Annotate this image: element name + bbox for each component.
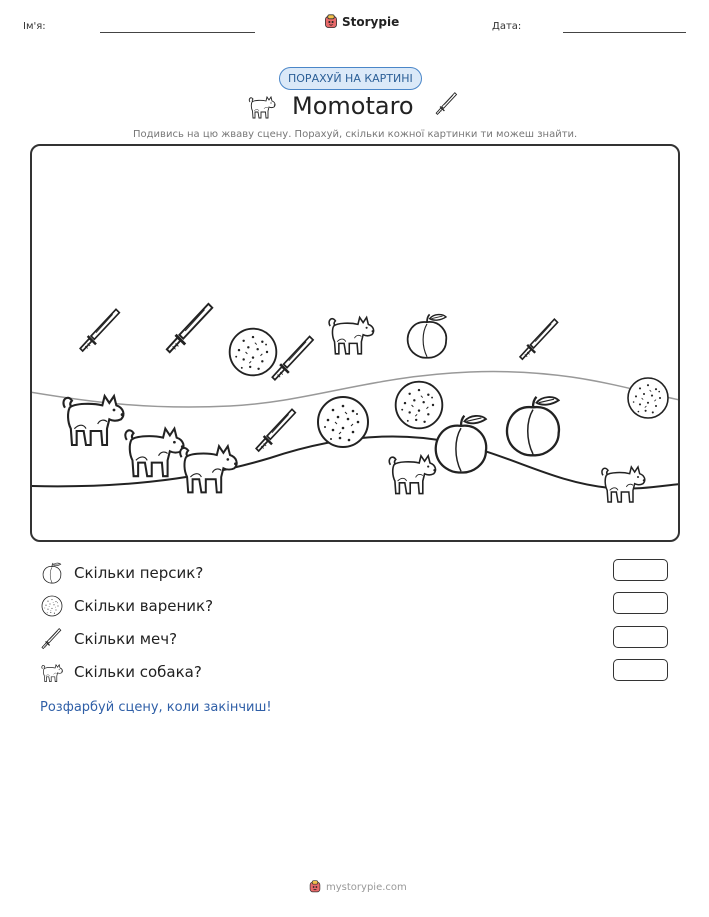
dog-icon [602,467,645,502]
answer-box-dog[interactable] [613,659,668,681]
dog-icon [180,446,237,492]
question-row-sword [40,627,177,651]
question-text: Скільки собака? [74,663,202,681]
question-text: Скільки персик? [74,564,204,582]
sword-icon [272,336,313,379]
date-field[interactable] [563,32,686,33]
answer-box-sword[interactable] [613,626,668,648]
question-text: Скільки вареник? [74,597,214,615]
answer-box-dumpling[interactable] [613,592,668,614]
instructions: Подивись на цю жваву сцену. Порахуй, скільки кожної картинки ти можеш знайти. [133,129,578,140]
storypie-logo [323,14,399,30]
dumpling-icon [318,397,368,447]
peach-icon [436,416,486,473]
sword-icon [80,309,119,351]
question-row-peach [40,561,203,585]
question-row-dumpling [40,594,213,618]
dumpling-icon [40,594,64,618]
storypie-logo-icon [308,880,322,894]
sword-icon [434,91,460,117]
answer-box-peach[interactable] [613,559,668,581]
question-row-dog [40,660,202,684]
sword-icon [40,627,64,651]
name-field[interactable] [100,32,255,33]
dog-icon [329,317,374,353]
dog-icon [63,396,123,445]
dumpling-icon [396,382,443,429]
peach-icon [507,397,559,455]
name-label: Ім'я: [23,21,46,32]
peach-icon [408,314,447,357]
peach-icon [40,561,64,585]
dog-icon [247,91,277,121]
storypie-logo-icon [323,14,339,30]
footer-site [308,880,407,894]
counting-scene [30,144,680,542]
dog-icon [40,660,64,684]
site-url: mystorypie.com [326,881,407,893]
sword-icon [167,304,212,352]
dumpling-icon [230,329,277,376]
page-title: Momotaro [292,92,414,120]
date-label: Дата: [492,21,522,32]
dog-icon [389,456,435,494]
dog-icon [125,429,184,477]
sword-icon [520,319,558,359]
logo-text: Storypie [342,15,400,29]
coloring-instruction: Розфарбуй сцену, коли закінчиш! [40,700,272,715]
sword-icon [256,409,295,451]
dumpling-icon [628,378,668,418]
question-text: Скільки меч? [74,630,178,648]
count-badge: ПОРАХУЙ НА КАРТИНІ [279,67,422,90]
scene-illustration [30,144,680,542]
